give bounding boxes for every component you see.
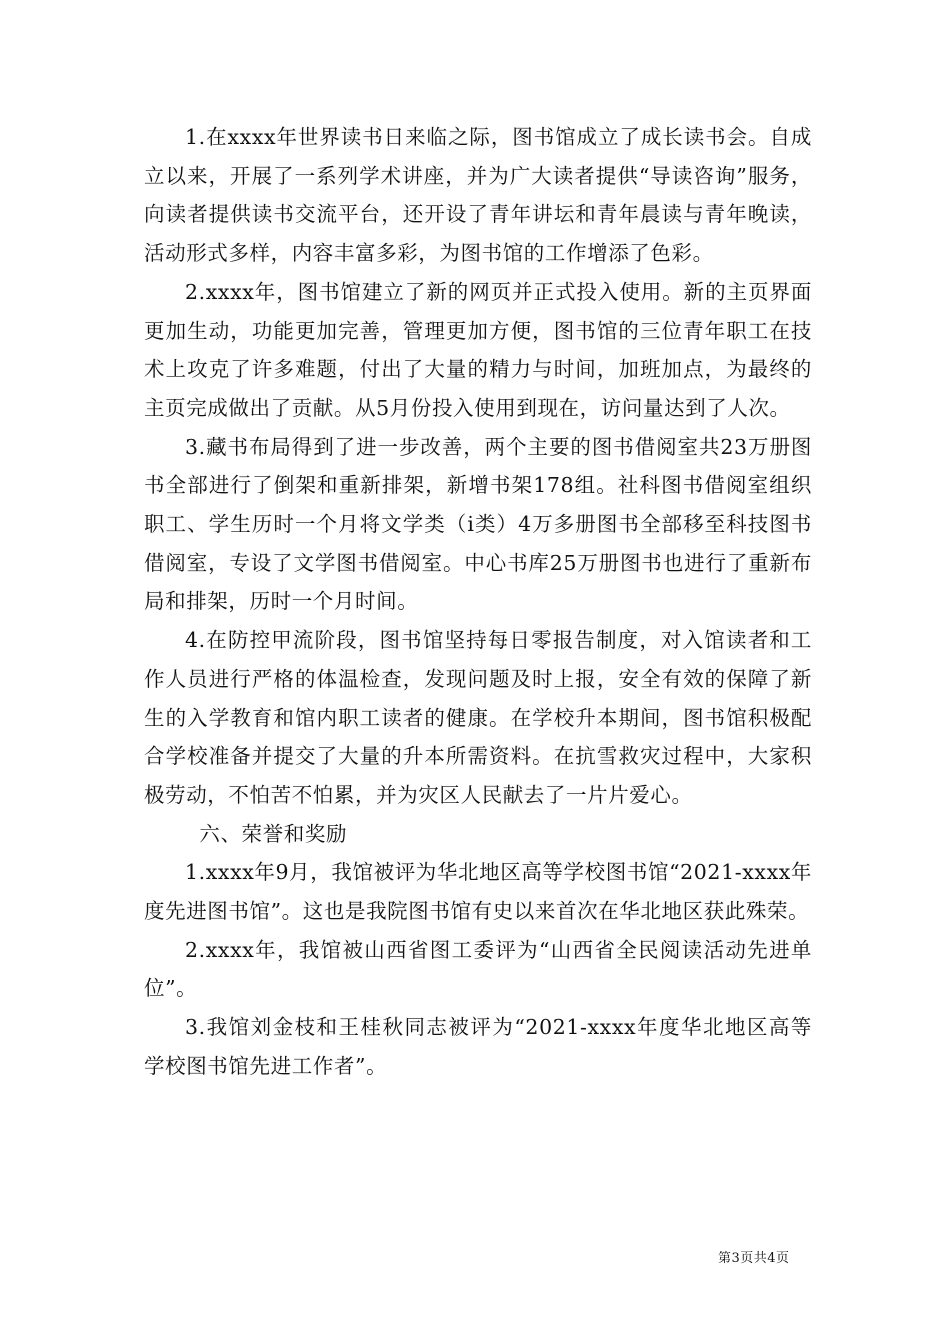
- document-body: [144, 118, 812, 1086]
- page-number-footer: 第3页共4页: [718, 1251, 790, 1266]
- paragraph-reading-club: 1.在xxxx年世界读书日来临之际，图书馆成立了成长读书会。自成立以来，开展了一系列学术讲座，并为广大读者提供“导读咨询”服务，向读者提供读书交流平台，还开设了青年讲坛和青年晨读与青年晚读，活动形式多样，内容丰富多彩，为图书馆的工作增添了色彩。: [144, 125, 812, 266]
- honor-item: 3.我馆刘金枝和王桂秋同志被评为“2021-xxxx年度华北地区高等学校图书馆先进工作者”。: [144, 1015, 812, 1078]
- section-heading-honors: 六、荣誉和奖励: [199, 821, 348, 846]
- paragraph-new-webpage: 2.xxxx年，图书馆建立了新的网页并正式投入使用。新的主页界面更加生动，功能更加完善，管理更加方便，图书馆的三位青年职工在技术上攻克了许多难题，付出了大量的精力与时间，加班加点，为最终的主页完成做出了贡献。从5月份投入使用到现在，访问量达到了人次。: [144, 279, 812, 420]
- paragraph-collection-layout: 3.藏书布局得到了进一步改善，两个主要的图书借阅室共23万册图书全部进行了倒架和重新排架，新增书架178组。社科图书借阅室组织职工、学生历时一个月将文学类（i类）4万多册图书全部移至科技图书借阅室，专设了文学图书借阅室。中心书库25万册图书也进行了重新布局和排架，历时一个月时间。: [144, 434, 812, 614]
- honor-item: 1.xxxx年9月，我馆被评为华北地区高等学校图书馆“2021-xxxx年度先进图书馆”。这也是我院图书馆有史以来首次在华北地区获此殊荣。: [144, 860, 812, 924]
- honor-item: 2.xxxx年，我馆被山西省图工委评为“山西省全民阅读活动先进单位”。: [144, 937, 812, 1001]
- paragraph-epidemic-prevention: 4.在防控甲流阶段，图书馆坚持每日零报告制度，对入馆读者和工作人员进行严格的体温检查，发现问题及时上报，安全有效的保障了新生的入学教育和馆内职工读者的健康。在学校升本期间，图书馆积极配合学校准备并提交了大量的升本所需资料。在抗雪救灾过程中，大家积极劳动，不怕苦不怕累，并为灾区人民献去了一片片爱心。: [144, 628, 812, 807]
